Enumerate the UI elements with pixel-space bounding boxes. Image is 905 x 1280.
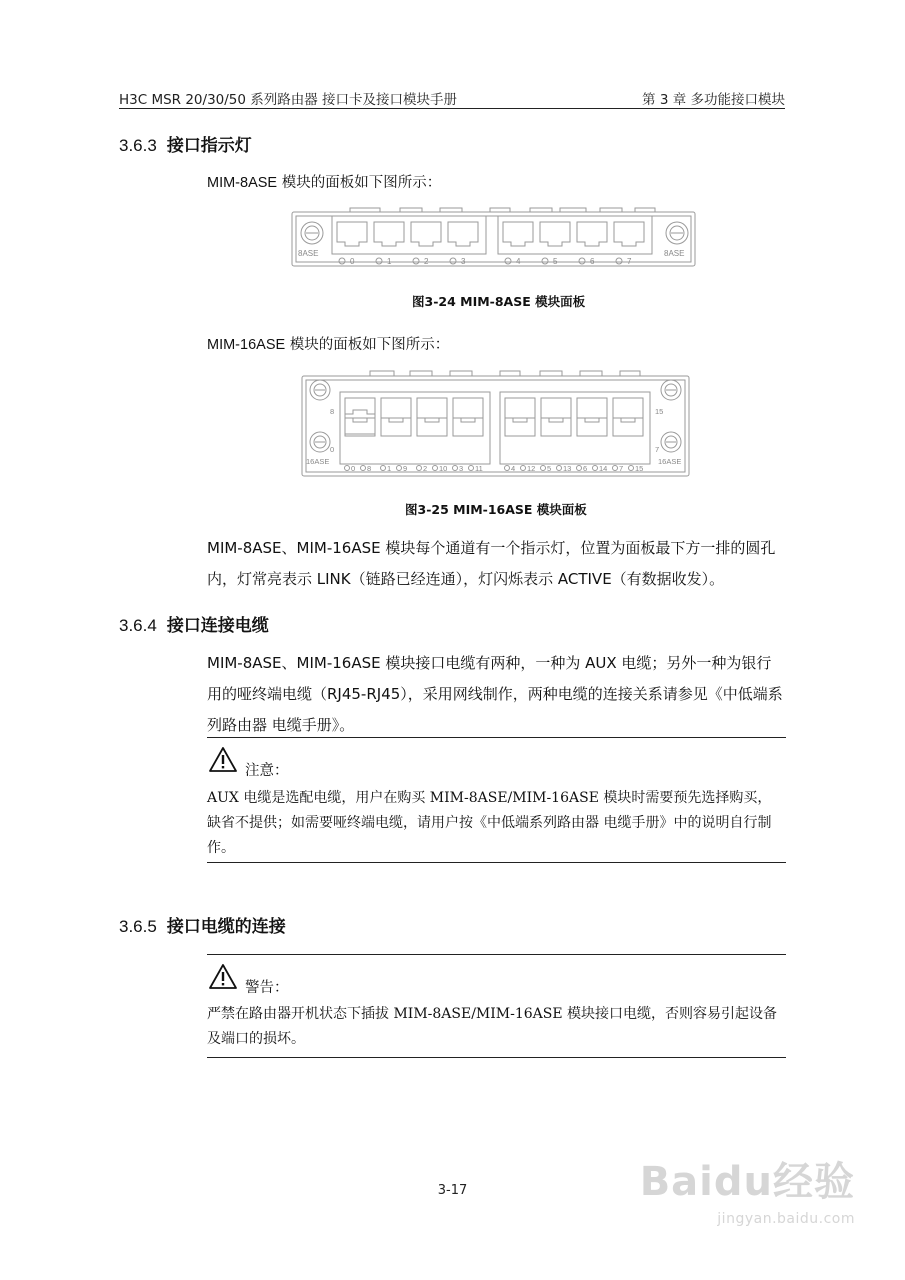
section-title: 接口电缆的连接 <box>166 917 286 937</box>
intro-8ase <box>207 171 441 192</box>
note-top-rule <box>207 737 786 738</box>
figure-16ase-panel <box>300 368 692 480</box>
port-number: 12 <box>527 464 536 473</box>
port-number: 4 <box>516 257 521 266</box>
port-number: 7 <box>627 257 632 266</box>
section-number: 3.6.4 <box>119 616 157 635</box>
paragraph-cable: MIM-8ASE、MIM-16ASE 模块接口电缆有两种，一种为 AUX 电缆；另外一种为银行用的哑终端电缆（RJ45-RJ45），采用网线制作，两种电缆的连接关系请参见《中低端系列路由器 电缆手册》。 <box>207 654 783 734</box>
warning-title: 警告： <box>245 980 289 996</box>
watermark-brand: Baidu经验 <box>639 1159 855 1205</box>
model-name: MIM-8ASE <box>207 175 278 191</box>
port-number: 3 <box>461 257 466 266</box>
page-number: 3-17 <box>437 1183 468 1198</box>
running-header-left: H3C MSR 20/30/50 系列路由器 接口卡及接口模块手册 <box>119 92 458 108</box>
intro-text: 模块的面板如下图所示： <box>285 337 450 353</box>
warning-top-rule <box>207 954 786 955</box>
panel-mark-15: 15 <box>655 407 664 416</box>
section-title: 接口连接电缆 <box>166 616 269 636</box>
panel-mark-0: 0 <box>330 445 335 454</box>
paragraph-indicator: MIM-8ASE、MIM-16ASE 模块每个通道有一个指示灯，位置为面板最下方一排的圆孔内，灯常亮表示 LINK（链路已经连通），灯闪烁表示 ACTIVE（有数据收发）。 <box>207 539 776 588</box>
port-number: 5 <box>553 257 558 266</box>
header-rule <box>119 108 785 109</box>
model-name: MIM-16ASE <box>207 337 286 353</box>
section-title: 接口指示灯 <box>166 136 252 156</box>
port-number: 4 <box>511 464 516 473</box>
section-heading-3-6-5 <box>119 912 286 937</box>
port-number: 13 <box>563 464 572 473</box>
panel-label-right: 8ASE <box>664 249 685 258</box>
panel-mark-7: 7 <box>655 445 660 454</box>
figure-caption-3-24: 图3-24 MIM-8ASE 模块面板 <box>412 294 586 309</box>
port-number: 6 <box>583 464 588 473</box>
note-body: AUX 电缆是选配电缆，用户在购买 MIM-8ASE/MIM-16ASE 模块时需要预先选择购买，缺省不提供；如需要哑终端电缆，请用户按《中低端系列路由器 电缆手册》中的说明自行制作。 <box>207 790 772 856</box>
port-number: 8 <box>367 464 372 473</box>
panel-label-right: 16ASE <box>658 457 682 466</box>
running-header-right: 第 3 章 多功能接口模块 <box>642 92 785 108</box>
port-number: 10 <box>439 464 448 473</box>
port-number: 14 <box>599 464 608 473</box>
intro-text: 模块的面板如下图所示： <box>277 175 442 191</box>
port-number: 7 <box>619 464 624 473</box>
intro-16ase <box>207 333 449 354</box>
port-number: 2 <box>424 257 429 266</box>
section-heading-3-6-3 <box>119 131 252 156</box>
port-number: 0 <box>351 464 356 473</box>
port-number: 1 <box>387 464 392 473</box>
figure-caption-3-25: 图3-25 MIM-16ASE 模块面板 <box>405 502 587 517</box>
port-number: 0 <box>350 257 355 266</box>
panel-mark-8: 8 <box>330 407 335 416</box>
panel-label-left: 8ASE <box>298 249 319 258</box>
warning-triangle-icon <box>208 963 238 990</box>
watermark <box>640 1150 855 1227</box>
note-bottom-rule <box>207 862 786 863</box>
figure-8ase-panel <box>290 206 698 272</box>
section-heading-3-6-4 <box>119 611 269 636</box>
warning-body: 严禁在路由器开机状态下插拔 MIM-8ASE/MIM-16ASE 模块接口电缆，否则容易引起设备及端口的损坏。 <box>207 1006 778 1047</box>
watermark-url: jingyan.baidu.com <box>717 1211 855 1227</box>
port-number: 3 <box>459 464 464 473</box>
port-number: 11 <box>475 464 483 473</box>
section-number: 3.6.5 <box>119 917 157 936</box>
port-number: 15 <box>635 464 644 473</box>
port-number: 5 <box>547 464 552 473</box>
port-number: 1 <box>387 257 392 266</box>
port-number: 2 <box>423 464 428 473</box>
warning-bottom-rule <box>207 1057 786 1058</box>
note-title: 注意： <box>245 763 289 779</box>
warning-triangle-icon <box>208 746 238 773</box>
panel-label-left: 16ASE <box>306 457 330 466</box>
section-number: 3.6.3 <box>119 136 157 155</box>
port-number: 6 <box>590 257 595 266</box>
port-number: 9 <box>403 464 408 473</box>
